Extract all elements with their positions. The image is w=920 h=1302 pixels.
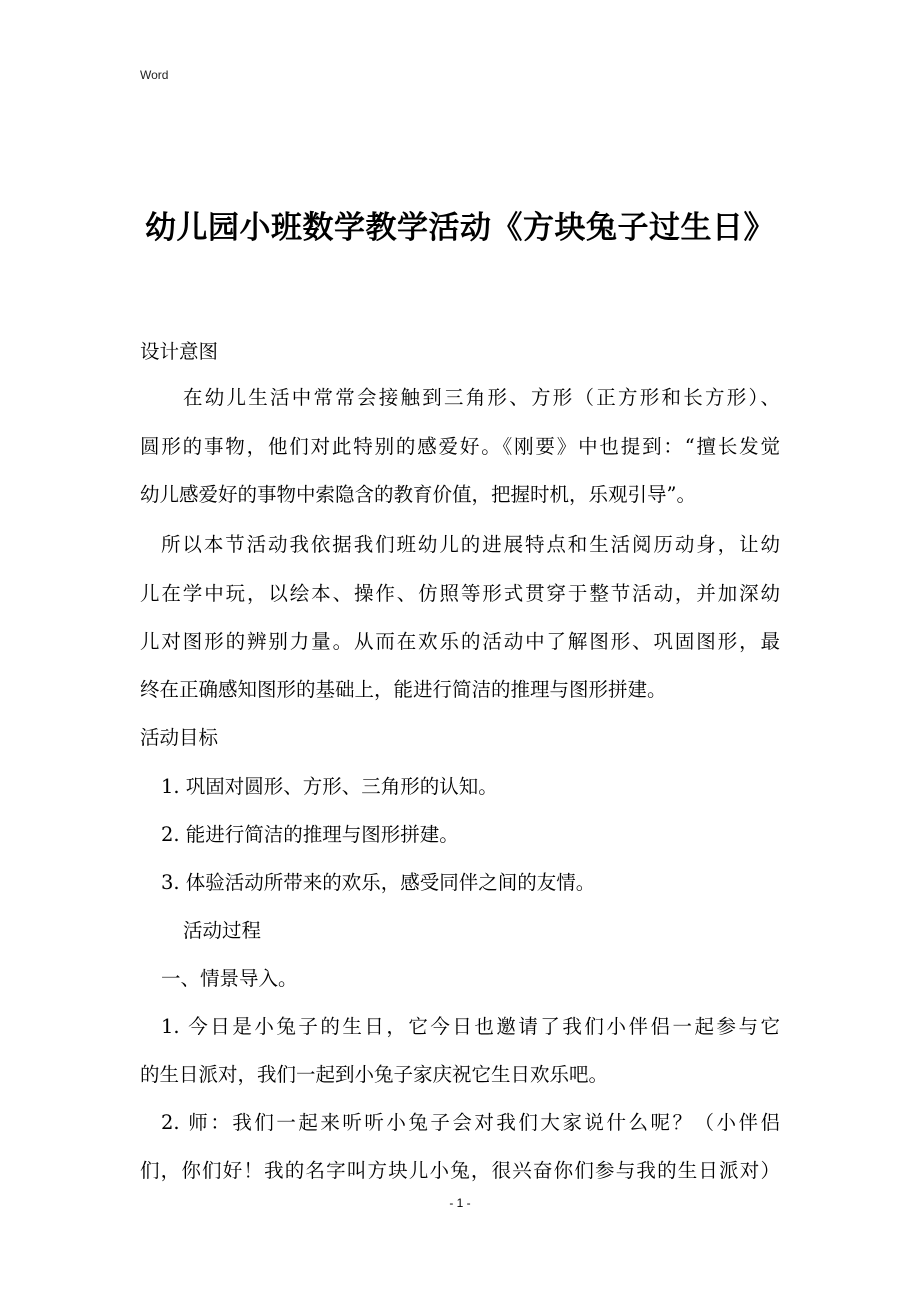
paragraph-line: 所以本节活动我依据我们班幼儿的进展特点和生活阅历动身，让幼	[161, 533, 780, 556]
section-heading-process: 活动过程	[183, 919, 262, 942]
paragraph-line: 们，你们好！我的名字叫方块儿小兔，很兴奋你们参与我的生日派对）	[140, 1159, 780, 1182]
paragraph-line: 在幼儿生活中常常会接触到三角形、方形（正方形和长方形）、	[183, 386, 780, 409]
list-item: 2. 师：我们一起来听听小兔子会对我们大家说什么呢？（小伴侣	[161, 1111, 780, 1134]
paragraph-line: 圆形的事物，他们对此特别的感爱好。《刚要》中也提到：“擅长发觉	[140, 435, 780, 458]
list-item: 1. 巩固对圆形、方形、三角形的认知。	[161, 775, 498, 798]
list-item: 2. 能进行简洁的推理与图形拼建。	[161, 823, 459, 846]
list-item: 1. 今日是小兔子的生日，它今日也邀请了我们小伴侣一起参与它	[161, 1015, 780, 1038]
subsection-heading: 一、情景导入。	[161, 967, 298, 990]
paragraph-line: 终在正确感知图形的基础上，能进行简洁的推理与图形拼建。	[140, 678, 667, 701]
list-item: 3. 体验活动所带来的欢乐，感受同伴之间的友情。	[161, 871, 596, 894]
paragraph-line: 儿在学中玩，以绘本、操作、仿照等形式贯穿于整节活动，并加深幼	[140, 582, 780, 605]
paragraph-line: 幼儿感爱好的事物中索隐含的教育价值，把握时机，乐观引导”。	[140, 483, 696, 506]
section-heading-design-intent: 设计意图	[140, 340, 219, 363]
section-heading-goals: 活动目标	[140, 726, 219, 749]
document-header: Word	[140, 68, 169, 82]
document-title: 幼儿园小班数学教学活动《方块兔子过生日》	[145, 210, 775, 246]
paragraph-line: 的生日派对，我们一起到小兔子家庆祝它生日欢乐吧。	[140, 1063, 609, 1086]
page-number: - 1 -	[449, 1196, 471, 1210]
paragraph-line: 儿对图形的辨别力量。从而在欢乐的活动中了解图形、巩固图形，最	[140, 630, 780, 653]
